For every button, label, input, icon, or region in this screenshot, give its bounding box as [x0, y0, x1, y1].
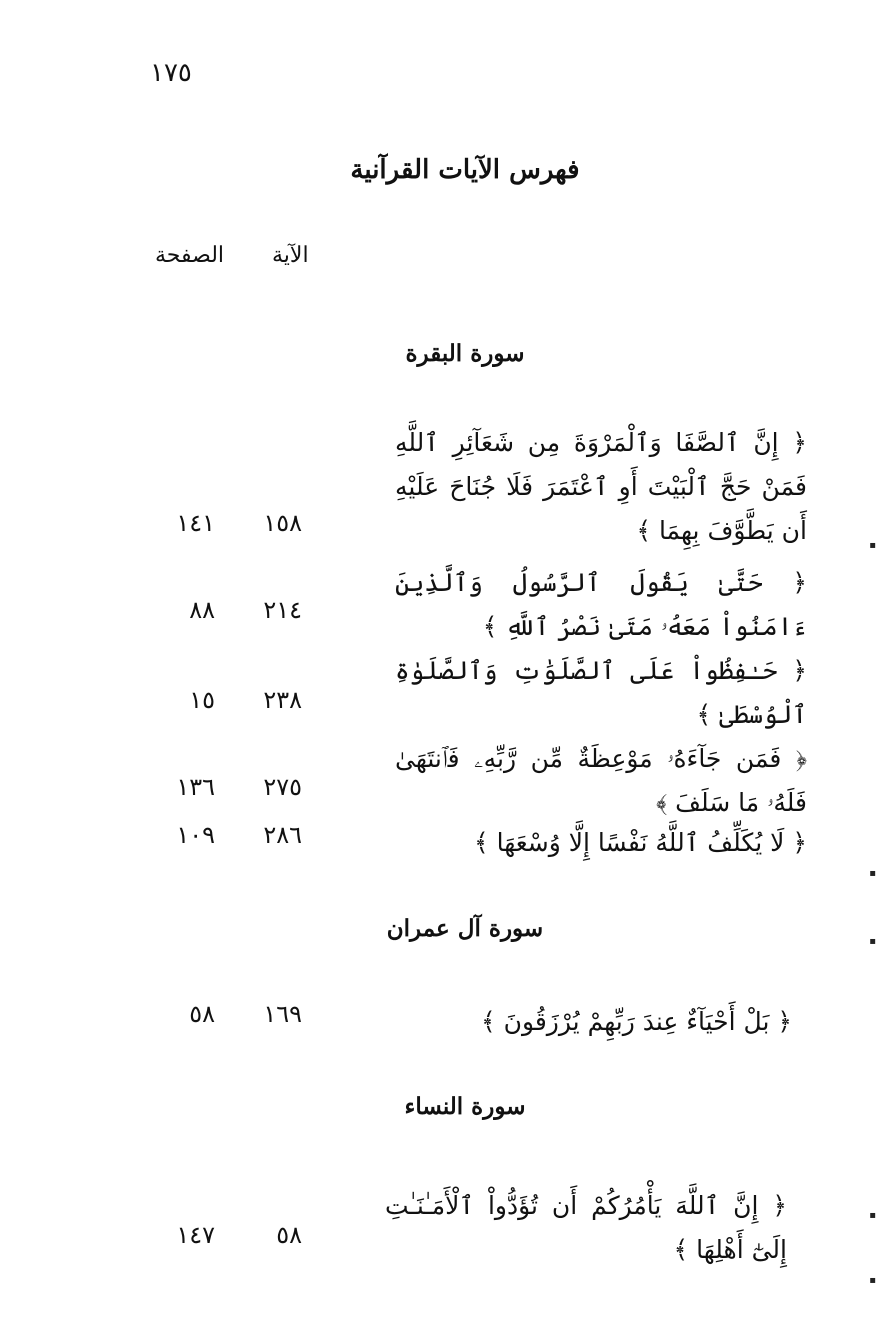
surah-heading-baqarah: سورة البقرة — [405, 340, 525, 367]
aya-number: ٢٧٥ — [263, 773, 302, 801]
aya-number: ٢٨٦ — [263, 821, 302, 849]
verse-entry: ﴿ حَـٰفِظُواْ عَلَى ٱلصَّلَوَٰتِ وَٱلصَّلَوٰةِ ٱلْوُسْطَىٰ ﴾ — [395, 656, 807, 729]
page-reference: ١٤١ — [176, 509, 215, 537]
verse-entry: ﴿ لَا يُكَلِّفُ ٱللَّهُ نَفْسًا إِلَّا وُسْعَهَا ﴾ — [474, 828, 807, 857]
aya-number: ٢٣٨ — [263, 686, 302, 714]
page-number: ١٧٥ — [150, 58, 192, 88]
scan-mark: ▪ — [869, 868, 876, 879]
aya-number: ١٦٩ — [263, 1000, 302, 1028]
scan-mark: ▪ — [869, 1210, 876, 1221]
page-reference: ١٤٧ — [176, 1221, 215, 1249]
verse-entry: ﴿ بَلْ أَحْيَآءٌ عِندَ رَبِّهِمْ يُرْزَقُونَ ﴾ — [480, 1007, 792, 1036]
verse-entry: ﴿ إِنَّ ٱللَّهَ يَأْمُرُكُمْ أَن تُؤَدُّواْ ٱلْأَمَـٰنَـٰتِ إِلَىٰٓ أَهْلِهَا ﴾ — [385, 1191, 787, 1264]
aya-number: ٥٨ — [276, 1221, 302, 1249]
page-reference: ١٣٦ — [176, 773, 215, 801]
scan-mark: ▪ — [869, 1275, 876, 1286]
aya-number: ١٥٨ — [263, 509, 302, 537]
page-reference: ١٠٩ — [176, 821, 215, 849]
aya-number: ٢١٤ — [263, 596, 302, 624]
verse-entry: ﴿ فَمَن جَآءَهُۥ مَوْعِظَةٌ مِّن رَّبِّهِۦ فَٱنتَهَىٰ فَلَهُۥ مَا سَلَفَ ﴾ — [395, 744, 807, 817]
page-reference: ٥٨ — [189, 1000, 215, 1028]
column-header-aya: الآية — [272, 243, 309, 268]
page-reference: ٨٨ — [189, 596, 215, 624]
surah-heading-al-imran: سورة آل عمران — [386, 915, 544, 942]
scan-mark: ▪ — [869, 936, 876, 947]
verse-entry: ﴿ حَتَّىٰ يَقُولَ ٱلرَّسُولُ وَٱلَّذِينَ ءَامَنُواْ مَعَهُۥ مَتَىٰ نَصْرُ ٱللَّهِ ﴾ — [395, 568, 807, 641]
column-header-page: الصفحة — [155, 243, 225, 268]
page-reference: ١٥ — [189, 686, 215, 714]
surah-heading-nisa: سورة النساء — [404, 1093, 526, 1120]
verse-entry: ﴿ إِنَّ ٱلصَّفَا وَٱلْمَرْوَةَ مِن شَعَآئِرِ ٱللَّهِ فَمَنْ حَجَّ ٱلْبَيْتَ أَوِ ٱعْتَمَرَ فَلَا جُنَاحَ عَلَيْهِ أَن يَطَّوَّفَ بِهِمَا ﴾ — [395, 428, 807, 545]
index-title: فهرس الآيات القرآنية — [350, 155, 580, 185]
scan-mark: ▪ — [869, 540, 876, 551]
